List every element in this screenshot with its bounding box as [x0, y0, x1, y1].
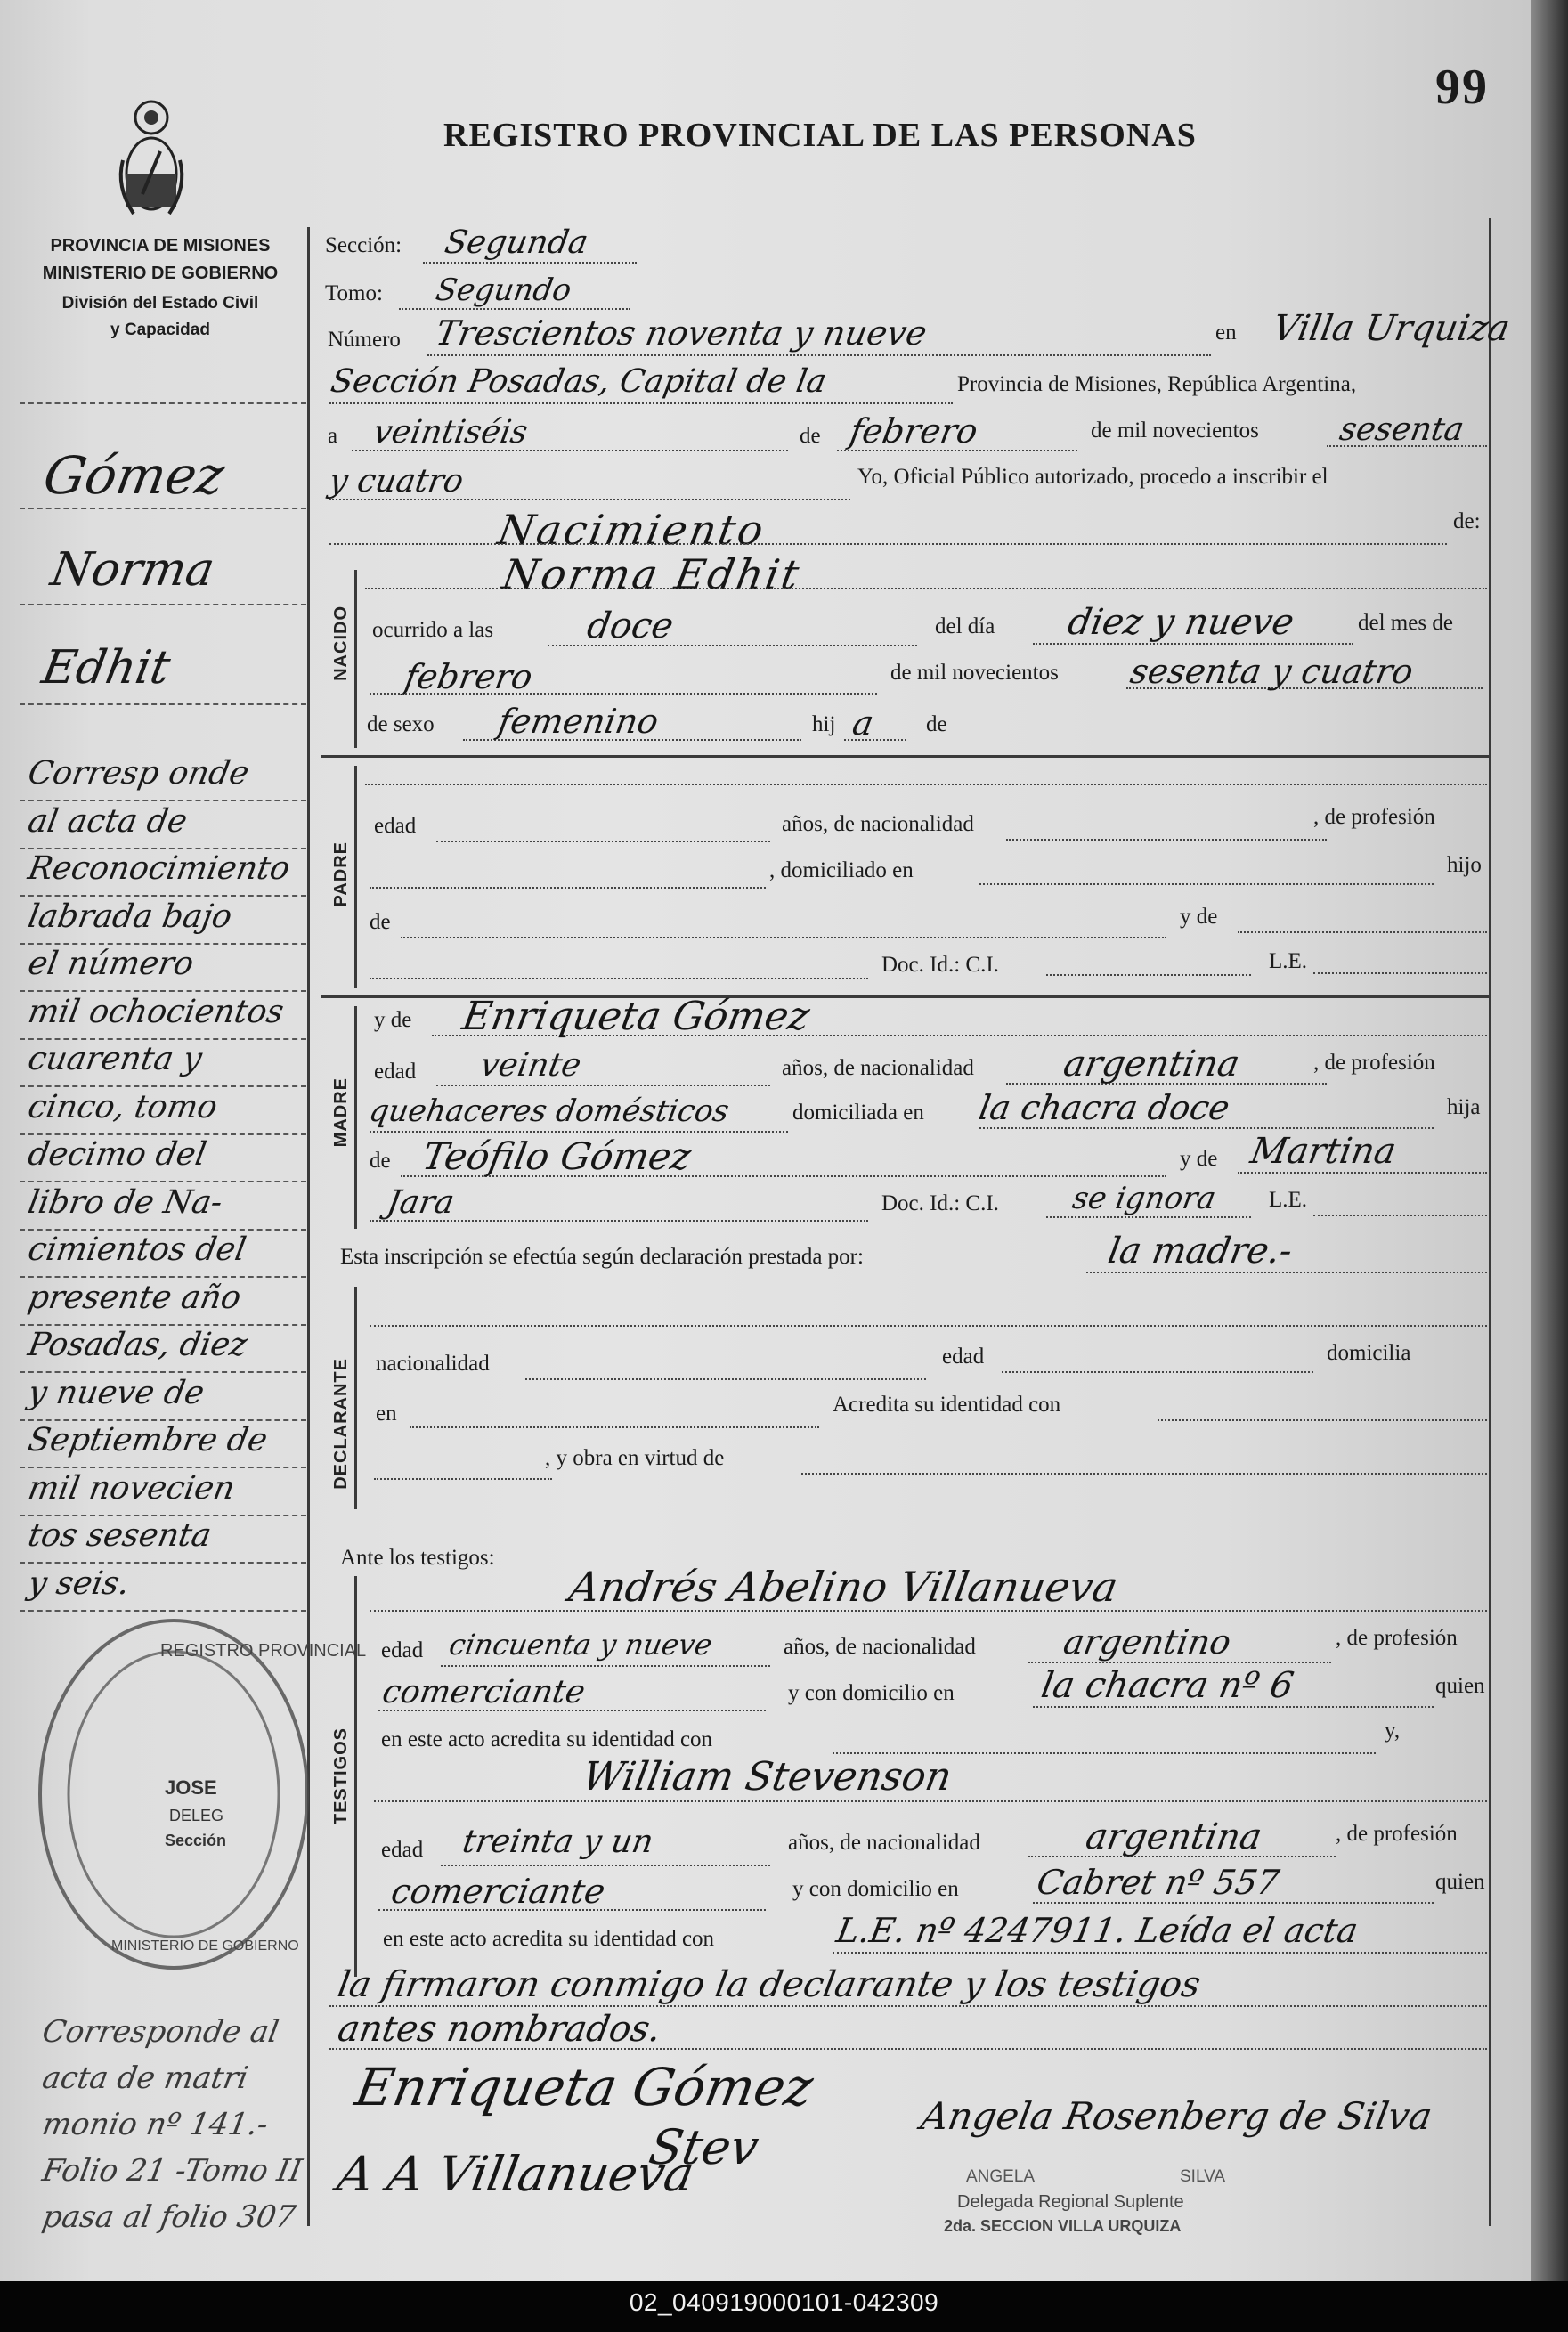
- margin-annotation-line: y seis.: [25, 1564, 133, 1602]
- page-title: REGISTRO PROVINCIAL DE LAS PERSONAS: [443, 117, 1197, 154]
- hw-t2-ident: L.E. nº 4247911. Leída el acta: [833, 1911, 1361, 1950]
- label-y-de: y de: [1180, 905, 1218, 929]
- label-edad2: edad: [374, 1060, 417, 1084]
- margin-matrimonio-line: Corresponde al: [39, 2014, 282, 2050]
- hw-madre-prof: quehaceres domésticos: [366, 1093, 732, 1129]
- header-ministry: MINISTERIO DE GOBIERNO: [42, 264, 279, 283]
- hw-t2-edad: treinta y un: [459, 1824, 656, 1860]
- margin-annotation-line: mil novecien: [25, 1469, 238, 1507]
- margin-annotation-line: cuarenta y: [25, 1041, 205, 1077]
- margin-annotation-line: cimientos del: [25, 1231, 249, 1268]
- hw-tomo: Segundo: [433, 272, 574, 308]
- label-profesion4: , de profesión: [1336, 1822, 1458, 1846]
- label-del-mes: del mes de: [1358, 611, 1453, 635]
- label-anios-nac: años, de nacionalidad: [782, 812, 974, 836]
- hw-cierre1: la firmaron conmigo la declarante y los testigos: [334, 1964, 1204, 2005]
- hw-t2-nac: argentina: [1082, 1816, 1265, 1857]
- label-de-mil: de mil novecientos: [1091, 418, 1259, 443]
- signature-oficial: Angela Rosenberg de Silva: [917, 2094, 1436, 2138]
- label-profesion3: , de profesión: [1336, 1626, 1458, 1650]
- label-del-dia: del día: [935, 614, 995, 638]
- margin-line: [20, 604, 306, 605]
- signature-stevenson: Stev: [645, 2119, 763, 2175]
- label-y-domicilio: y con domicilio en: [788, 1681, 955, 1705]
- label-acredita3: en este acto acredita su identidad con: [383, 1927, 715, 1951]
- label-obra-virtud: , y obra en virtud de: [545, 1446, 725, 1470]
- label-anios-nac4: años, de nacionalidad: [788, 1831, 980, 1855]
- label-numero: Número: [328, 328, 401, 352]
- label-anios-nac3: años, de nacionalidad: [784, 1635, 976, 1659]
- label-profesion2: , de profesión: [1313, 1051, 1435, 1075]
- margin-line: [20, 703, 306, 705]
- hw-abuelo: Teófilo Gómez: [418, 1134, 695, 1178]
- label-hijo: hijo: [1447, 853, 1482, 877]
- section-testigos: TESTIGOS: [331, 1727, 351, 1825]
- hw-acto: Nacimiento: [494, 506, 770, 554]
- section-madre: MADRE: [331, 1077, 351, 1148]
- hw-nombre: Norma Edhit: [499, 550, 806, 598]
- label-a: a: [328, 424, 338, 448]
- margin-matrimonio-line: Folio 21 -Tomo II: [39, 2153, 305, 2189]
- margin-line: [20, 402, 306, 404]
- label-en2: en: [376, 1402, 397, 1426]
- margin-annotation-line: Reconocimiento: [25, 850, 293, 887]
- margin-annotation-line: decimo del: [25, 1136, 209, 1173]
- label-doc-ci2: Doc. Id.: C.I.: [881, 1191, 999, 1215]
- hw-t1-nac: argentino: [1060, 1622, 1234, 1662]
- hw-dia: veintiséis: [370, 414, 531, 451]
- label-de4: de: [370, 1149, 391, 1173]
- hw-madre-dom: la chacra doce: [976, 1088, 1233, 1127]
- hw-anio1: sesenta: [1336, 411, 1467, 448]
- margin-surname: Gómez: [39, 445, 230, 506]
- section-declarante: DECLARANTE: [331, 1358, 351, 1490]
- hw-anio-nac: sesenta y cuatro: [1127, 652, 1417, 691]
- label-hij: hij: [812, 712, 836, 736]
- label-nacionalidad: nacionalidad: [376, 1352, 490, 1376]
- margin-annotation-line: Septiembre de: [25, 1422, 271, 1459]
- signature-villanueva: A A Villanueva: [333, 2146, 699, 2202]
- label-domiciliada: domiciliada en: [792, 1101, 924, 1125]
- label-y-de3: y de: [1180, 1147, 1218, 1171]
- svg-text:MINISTERIO DE GOBIERNO: MINISTERIO DE GOBIERNO: [111, 1938, 299, 1954]
- label-y-de2: y de: [374, 1008, 412, 1032]
- margin-matrimonio-line: monio nº 141.-: [39, 2107, 272, 2142]
- hw-t1-prof: comerciante: [379, 1674, 589, 1710]
- stamp-text: ANGELA: [966, 2167, 1036, 2186]
- hw-lugar: Villa Urquiza: [1269, 308, 1514, 349]
- hw-abuela2: Jara: [384, 1184, 458, 1221]
- seal-center: JOSE: [165, 1776, 217, 1799]
- label-yo: Yo, Oficial Público autorizado, procedo a inscribir el: [857, 465, 1328, 489]
- margin-annotation-line: y nueve de: [25, 1374, 207, 1411]
- right-border: [1489, 218, 1491, 2226]
- label-le2: L.E.: [1269, 1188, 1308, 1212]
- label-esta-inscripcion: Esta inscripción se efectúa según declaración prestada por:: [340, 1245, 864, 1269]
- stamp-text: SILVA: [1180, 2167, 1226, 2186]
- label-edad4: edad: [381, 1638, 424, 1662]
- section-nacido: NACIDO: [331, 605, 351, 681]
- label-anios-nac2: años, de nacionalidad: [782, 1056, 974, 1080]
- page-number: 99: [1435, 60, 1489, 115]
- hw-lugar2: Sección Posadas, Capital de la: [328, 363, 830, 400]
- margin-annotation-line: Posadas, diez: [25, 1327, 250, 1363]
- label-acredita: Acredita su identidad con: [833, 1393, 1061, 1417]
- footer-identifier: 02_040919000101-042309: [629, 2288, 939, 2316]
- label-de: de: [800, 424, 821, 448]
- label-de-sexo: de sexo: [367, 712, 435, 736]
- label-de2: de: [926, 712, 947, 736]
- svg-text:DELEG: DELEG: [169, 1807, 224, 1824]
- label-y-comma: y,: [1385, 1719, 1401, 1743]
- margin-annotation-line: libro de Na-: [25, 1183, 225, 1221]
- label-en: en: [1215, 321, 1237, 345]
- hw-declarante: la madre.-: [1104, 1231, 1296, 1272]
- hw-cierre2: antes nombrados.: [334, 2009, 664, 2050]
- label-provincia: Provincia de Misiones, República Argentina,: [957, 372, 1357, 396]
- margin-annotation-line: al acta de: [25, 802, 191, 840]
- header-capacidad: y Capacidad: [110, 321, 210, 339]
- margin-line: [20, 508, 306, 509]
- seal-text: REGISTRO PROVINCIAL: [160, 1641, 367, 1661]
- hw-mes-nac: febrero: [402, 657, 536, 696]
- header-province: PROVINCIA DE MISIONES: [50, 236, 271, 256]
- label-quien: quien: [1435, 1674, 1485, 1698]
- coat-of-arms-icon: [116, 98, 187, 223]
- page-edge-shadow: [1531, 0, 1568, 2281]
- label-de-colon: de:: [1453, 509, 1481, 533]
- hw-testigo1: Andrés Abelino Villanueva: [565, 1563, 1122, 1611]
- hw-t2-dom: Cabret nº 557: [1034, 1863, 1282, 1902]
- label-ocurrido: ocurrido a las: [372, 618, 494, 642]
- hw-t1-dom: la chacra nº 6: [1037, 1665, 1297, 1706]
- label-le: L.E.: [1269, 949, 1308, 973]
- margin-annotation-line: el número: [25, 946, 197, 982]
- hw-t2-prof: comerciante: [388, 1872, 609, 1911]
- signature-enriqueta: Enriqueta Gómez: [351, 2057, 818, 2117]
- margin-annotation-line: cinco, tomo: [25, 1088, 221, 1125]
- svg-text:Sección: Sección: [165, 1832, 227, 1849]
- label-doc-ci: Doc. Id.: C.I.: [881, 953, 999, 977]
- hw-seccion: Segunda: [442, 224, 591, 261]
- label-domiciliado: , domiciliado en: [769, 858, 914, 882]
- margin-matrimonio-line: pasa al folio 307: [39, 2199, 299, 2235]
- hw-mes: febrero: [847, 411, 981, 451]
- margin-matrimonio-line: acta de matri: [39, 2060, 251, 2096]
- margin-firstname: Norma: [46, 543, 219, 597]
- label-y-domicilio2: y con domicilio en: [792, 1877, 959, 1901]
- label-domicilia: domicilia: [1327, 1341, 1411, 1365]
- hw-madre-ci: se ignora: [1069, 1181, 1219, 1216]
- margin-annotation-line: Corresp onde: [25, 755, 252, 792]
- label-ante-testigos: Ante los testigos:: [340, 1546, 495, 1570]
- hw-sexo: femenino: [495, 702, 662, 741]
- hw-numero: Trescientos noventa y nueve: [433, 313, 930, 353]
- margin-annotation-line: presente año: [25, 1279, 244, 1316]
- hw-madre-nombre: Enriqueta Gómez: [459, 994, 814, 1039]
- hw-hija-suffix: a: [849, 703, 877, 743]
- label-tomo: Tomo:: [325, 281, 383, 305]
- label-profesion: , de profesión: [1313, 805, 1435, 829]
- hw-t1-edad: cincuenta y nueve: [446, 1628, 715, 1662]
- hw-hora: doce: [583, 605, 677, 646]
- hw-anio2: y cuatro: [326, 463, 467, 500]
- margin-annotation-line: mil ochocientos: [25, 993, 287, 1030]
- hw-madre-edad: veinte: [477, 1047, 584, 1084]
- header-division: División del Estado Civil: [61, 294, 259, 313]
- margin-annotation-line: labrada bajo: [25, 898, 235, 935]
- label-edad5: edad: [381, 1838, 424, 1862]
- stamp-text: Delegada Regional Suplente: [957, 2192, 1184, 2212]
- hw-abuela: Martina: [1247, 1131, 1400, 1172]
- label-seccion: Sección:: [325, 233, 402, 257]
- label-edad3: edad: [942, 1345, 985, 1369]
- margin-annotation-line: tos sesenta: [25, 1517, 215, 1554]
- margin-middlename: Edhit: [37, 641, 175, 695]
- section-padre: PADRE: [331, 841, 351, 907]
- label-hija: hija: [1447, 1095, 1481, 1119]
- stamp-text: 2da. SECCION VILLA URQUIZA: [944, 2217, 1182, 2235]
- label-de3: de: [370, 910, 391, 934]
- hw-testigo2: William Stevenson: [579, 1754, 955, 1800]
- label-acredita2: en este acto acredita su identidad con: [381, 1727, 713, 1751]
- label-edad: edad: [374, 814, 417, 838]
- label-quien2: quien: [1435, 1870, 1485, 1894]
- hw-dia-nac: diez y nueve: [1064, 602, 1297, 643]
- hw-madre-nac: argentina: [1060, 1044, 1243, 1085]
- label-de-mil2: de mil novecientos: [890, 661, 1059, 685]
